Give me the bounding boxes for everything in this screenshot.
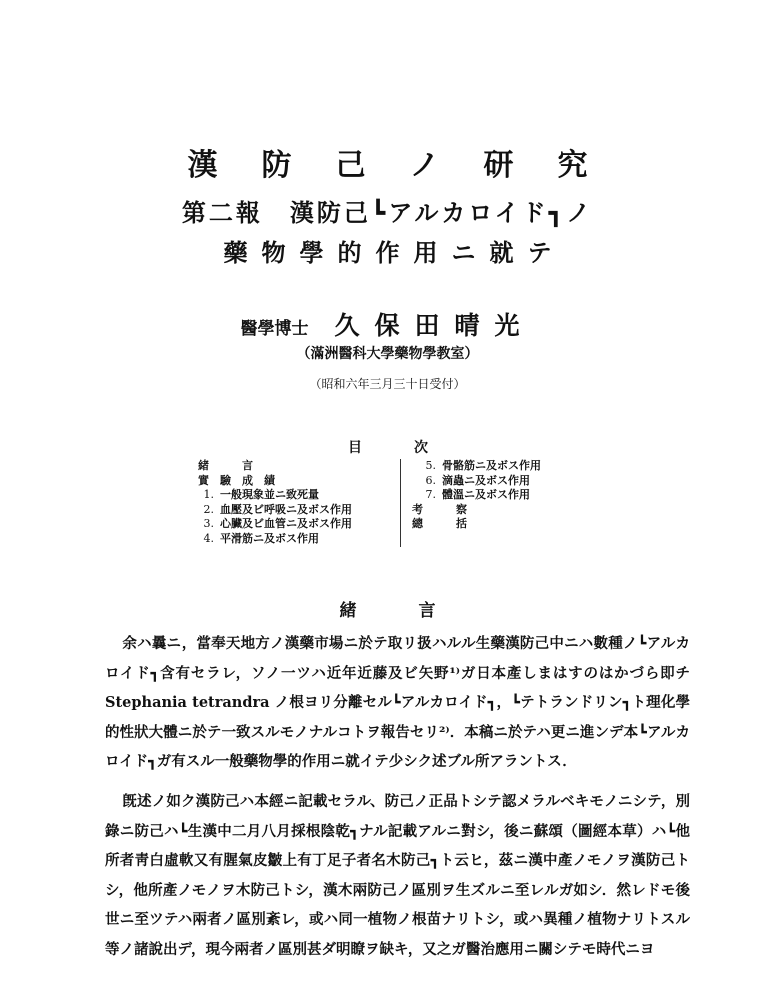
body-text [105, 629, 690, 965]
toc-item: 實 驗 成 績 [198, 473, 275, 487]
paper-title: 漢防己ノ研究 [187, 148, 632, 183]
toc-item: 2. 血壓及ビ呼吸ニ及ボス作用 [203, 502, 352, 516]
received-date: （昭和六年三月三十日受付） [309, 377, 466, 391]
table-of-contents [190, 459, 590, 549]
toc-heading-right: 次 [414, 440, 428, 456]
toc-item: 4. 平滑筋ニ及ボス作用 [203, 531, 319, 545]
toc-item: 7. 體溫ニ及ボス作用 [425, 488, 530, 502]
toc-left-column [190, 459, 395, 547]
toc-right-column [412, 459, 541, 532]
toc-item: 考 察 [412, 502, 467, 516]
paper-subtitle-line2: 藥物學的作用ニ就テ [223, 238, 566, 267]
toc-item: 1. 一般現象並ニ致死量 [203, 488, 319, 502]
paper-subtitle-line1: 第二報 漢防己┗アルカロイド┓ノ [181, 198, 594, 227]
toc-item: 5. 骨骼筋ニ及ボス作用 [425, 459, 541, 472]
toc-item: 6. 滴蟲ニ及ボス作用 [425, 473, 530, 487]
paragraph: 旣述ノ如ク漢防己ハ本經ニ記載セラル、防己ノ正品トシテ認メラルベキモノニシテ，別錄ニ防己ハ┗生漢中二月八月採根陰乾┓ナル記載アルニ對シ，後ニ蘇頌（圖經本草）ハ┗他所者靑白虛軟又有腥氣皮皺上有丁足子者名木防己┓ト云ヒ，茲ニ漢中產ノモノヲ漢防己トシ，他所產ノモノヲ木防己トシ，漢木兩防己ノ區別ヲ生ズルニ至レルガ如シ．然レドモ後世ニ至ツテハ兩者ノ區別紊レ，或ハ同一植物ノ根苗ナリトシ，或ハ異種ノ植物ナリトスル等ノ諸說出デ，現今兩者ノ區別甚ダ明瞭ヲ缺キ，又之ガ醫治應用ニ關シテモ時代ニヨ [105, 792, 690, 958]
toc-heading-left: 目 [348, 440, 362, 456]
toc-divider [400, 459, 401, 547]
author-affiliation: （滿洲醫科大學藥物學教室） [296, 346, 479, 362]
toc-item: 3. 心臟及ビ血管ニ及ボス作用 [203, 517, 352, 531]
toc-item: 總 括 [412, 517, 467, 531]
paragraph: 余ハ曩ニ，當奉天地方ノ漢藥市場ニ於テ取リ扱ハルル生藥漢防己中ニハ數種ノ┗アルカロイド┓含有セラレ，ソノ一ツハ近年近藤及ビ矢野¹⁾ガ日本產しまはすのはかづら即チStephania tetrandra ノ根ヨリ分離セル┗アルカロイド┓，┗テトランドリン┓ト理化學的性狀大體ニ於テ一致スルモノナルコトヲ報告セリ²⁾．本稿ニ於テハ更ニ進ンデ本┗アルカロイド┓ガ有スル一般藥物學的作用ニ就イテ少シク述ブル所アラントス． [105, 635, 690, 771]
author-line [0, 306, 775, 342]
section-heading: 緒言 [339, 601, 498, 621]
toc-item: 緒 言 [198, 459, 253, 472]
author-name: 久保田晴光 [334, 311, 535, 340]
author-degree: 醫學博士 [240, 319, 309, 339]
